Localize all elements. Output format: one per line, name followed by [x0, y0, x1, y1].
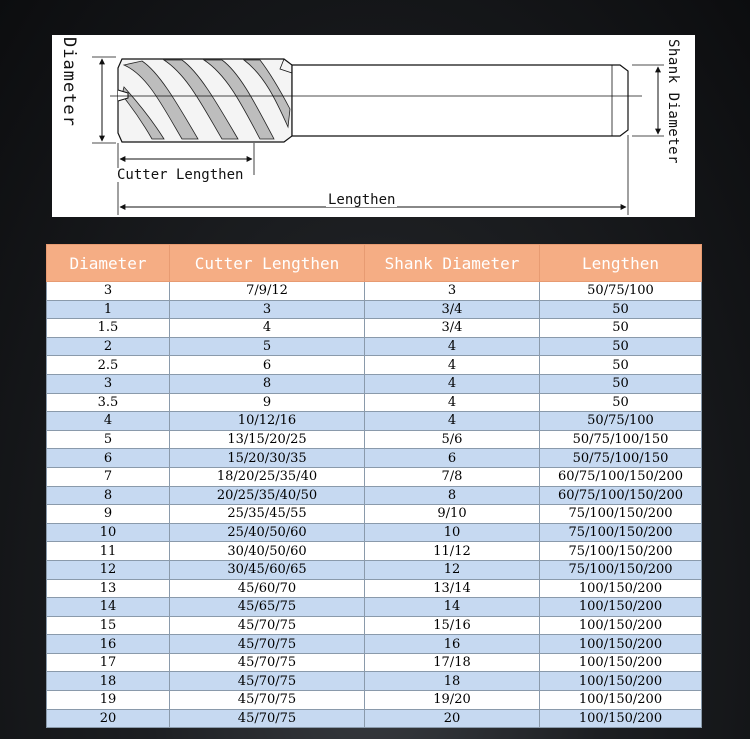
cell-diameter: 12	[47, 560, 170, 579]
cell-length: 75/100/150/200	[540, 560, 702, 579]
cell-cutter-length: 45/70/75	[170, 616, 365, 635]
cell-diameter: 16	[47, 635, 170, 654]
cell-diameter: 3	[47, 282, 170, 301]
cell-shank-diameter: 18	[365, 672, 540, 691]
cell-cutter-length: 45/65/75	[170, 598, 365, 617]
cell-length: 60/75/100/150/200	[540, 467, 702, 486]
table-row	[47, 691, 702, 710]
cell-diameter: 8	[47, 486, 170, 505]
cell-length: 100/150/200	[540, 616, 702, 635]
cell-cutter-length: 45/70/75	[170, 653, 365, 672]
cell-shank-diameter: 8	[365, 486, 540, 505]
cell-length: 75/100/150/200	[540, 523, 702, 542]
cell-length: 50	[540, 337, 702, 356]
cell-shank-diameter: 4	[365, 337, 540, 356]
cell-shank-diameter: 12	[365, 560, 540, 579]
cell-diameter: 14	[47, 598, 170, 617]
cell-length: 50	[540, 374, 702, 393]
cell-length: 50/75/100	[540, 282, 702, 301]
cell-shank-diameter: 10	[365, 523, 540, 542]
header-shank-diameter: Shank Diameter	[365, 245, 540, 282]
cell-diameter: 2.5	[47, 356, 170, 375]
cell-shank-diameter: 4	[365, 412, 540, 431]
cell-cutter-length: 18/20/25/35/40	[170, 467, 365, 486]
cell-diameter: 2	[47, 337, 170, 356]
length-label: Lengthen	[328, 192, 396, 208]
cell-shank-diameter: 3	[365, 282, 540, 301]
cell-diameter: 3.5	[47, 393, 170, 412]
table-row	[47, 579, 702, 598]
spec-table	[46, 244, 702, 728]
cell-diameter: 9	[47, 505, 170, 524]
cell-shank-diameter: 20	[365, 709, 540, 728]
cell-cutter-length: 45/70/75	[170, 635, 365, 654]
table-row	[47, 486, 702, 505]
table-row	[47, 467, 702, 486]
cell-cutter-length: 45/70/75	[170, 691, 365, 710]
cell-cutter-length: 7/9/12	[170, 282, 365, 301]
cell-length: 75/100/150/200	[540, 542, 702, 561]
cell-cutter-length: 6	[170, 356, 365, 375]
cell-shank-diameter: 3/4	[365, 319, 540, 338]
cell-length: 50/75/100	[540, 412, 702, 431]
cell-length: 60/75/100/150/200	[540, 486, 702, 505]
cell-diameter: 1.5	[47, 319, 170, 338]
cell-cutter-length: 8	[170, 374, 365, 393]
header-cutter-length: Cutter Lengthen	[170, 245, 365, 282]
cell-cutter-length: 25/35/45/55	[170, 505, 365, 524]
table-row	[47, 598, 702, 617]
cell-shank-diameter: 7/8	[365, 467, 540, 486]
table-row	[47, 449, 702, 468]
cell-diameter: 13	[47, 579, 170, 598]
cell-diameter: 1	[47, 300, 170, 319]
table-row	[47, 653, 702, 672]
cell-shank-diameter: 16	[365, 635, 540, 654]
cell-diameter: 17	[47, 653, 170, 672]
cell-length: 100/150/200	[540, 709, 702, 728]
table-header-row	[47, 245, 702, 282]
table-row	[47, 430, 702, 449]
cell-cutter-length: 30/45/60/65	[170, 560, 365, 579]
cell-cutter-length: 13/15/20/25	[170, 430, 365, 449]
table-row	[47, 505, 702, 524]
cell-shank-diameter: 6	[365, 449, 540, 468]
table-body	[47, 282, 702, 728]
cell-diameter: 6	[47, 449, 170, 468]
cell-shank-diameter: 15/16	[365, 616, 540, 635]
cell-diameter: 5	[47, 430, 170, 449]
cell-cutter-length: 45/60/70	[170, 579, 365, 598]
cell-shank-diameter: 4	[365, 356, 540, 375]
cell-length: 75/100/150/200	[540, 505, 702, 524]
cell-cutter-length: 9	[170, 393, 365, 412]
cell-cutter-length: 15/20/30/35	[170, 449, 365, 468]
cell-shank-diameter: 4	[365, 374, 540, 393]
table-row	[47, 616, 702, 635]
cell-length: 50	[540, 319, 702, 338]
end-mill-drawing	[52, 35, 695, 217]
table-row	[47, 374, 702, 393]
cell-cutter-length: 3	[170, 300, 365, 319]
cell-length: 100/150/200	[540, 653, 702, 672]
cell-shank-diameter: 13/14	[365, 579, 540, 598]
cell-shank-diameter: 3/4	[365, 300, 540, 319]
cell-cutter-length: 45/70/75	[170, 709, 365, 728]
cell-shank-diameter: 9/10	[365, 505, 540, 524]
cell-cutter-length: 30/40/50/60	[170, 542, 365, 561]
cell-length: 50	[540, 356, 702, 375]
diameter-label: Diameter	[59, 37, 79, 127]
cell-diameter: 4	[47, 412, 170, 431]
cell-diameter: 19	[47, 691, 170, 710]
cell-shank-diameter: 19/20	[365, 691, 540, 710]
cell-cutter-length: 4	[170, 319, 365, 338]
cell-length: 100/150/200	[540, 598, 702, 617]
header-length: Lengthen	[540, 245, 702, 282]
cell-cutter-length: 5	[170, 337, 365, 356]
table-row	[47, 337, 702, 356]
table-row	[47, 542, 702, 561]
cell-cutter-length: 20/25/35/40/50	[170, 486, 365, 505]
cell-length: 100/150/200	[540, 672, 702, 691]
table-row	[47, 635, 702, 654]
cell-diameter: 18	[47, 672, 170, 691]
cell-shank-diameter: 14	[365, 598, 540, 617]
cutter-length-label: Cutter Lengthen	[117, 167, 244, 183]
cell-diameter: 10	[47, 523, 170, 542]
end-mill-diagram	[52, 35, 695, 217]
cell-diameter: 15	[47, 616, 170, 635]
cell-shank-diameter: 4	[365, 393, 540, 412]
table-row	[47, 393, 702, 412]
cell-cutter-length: 10/12/16	[170, 412, 365, 431]
cell-shank-diameter: 5/6	[365, 430, 540, 449]
cell-length: 50/75/100/150	[540, 449, 702, 468]
cell-length: 100/150/200	[540, 635, 702, 654]
cell-shank-diameter: 17/18	[365, 653, 540, 672]
cell-length: 50	[540, 393, 702, 412]
cell-length: 100/150/200	[540, 579, 702, 598]
cell-shank-diameter: 11/12	[365, 542, 540, 561]
table-row	[47, 282, 702, 301]
table-row	[47, 356, 702, 375]
table-row	[47, 523, 702, 542]
table-row	[47, 319, 702, 338]
cell-length: 50/75/100/150	[540, 430, 702, 449]
table-row	[47, 412, 702, 431]
table-row	[47, 709, 702, 728]
cell-diameter: 11	[47, 542, 170, 561]
cell-length: 50	[540, 300, 702, 319]
cell-cutter-length: 45/70/75	[170, 672, 365, 691]
cell-cutter-length: 25/40/50/60	[170, 523, 365, 542]
shank-diameter-label: Shank Diameter	[665, 39, 681, 165]
table-row	[47, 672, 702, 691]
table-row	[47, 300, 702, 319]
cell-diameter: 3	[47, 374, 170, 393]
cell-diameter: 20	[47, 709, 170, 728]
cell-diameter: 7	[47, 467, 170, 486]
header-diameter: Diameter	[47, 245, 170, 282]
table-row	[47, 560, 702, 579]
cell-length: 100/150/200	[540, 691, 702, 710]
